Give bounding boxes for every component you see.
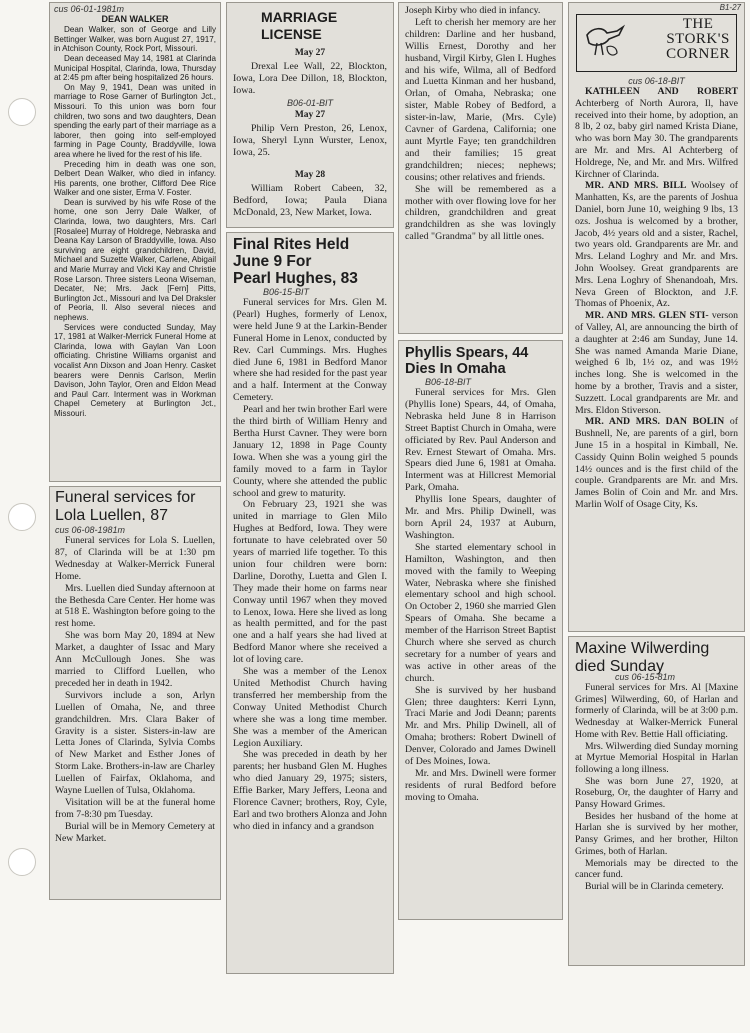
hughes-paragraph: Pearl and her twin brother Earl were the third birth of William Henry and Bertha Hurst Cavner. They were born January 12, 1898 in Page County Iowa. When she was a young girl the family moved to a farm in Taylor County, where she attended the public school and grew to maturity. (233, 404, 387, 499)
stork-entry-text: of Bushnell, Ne, are parents of a girl, born June 15 in a hospital in Kimball, Ne. Cassidy Quinn Bolin weighed 5 pounds 14½ ounces and is the first child of the couple. Grandparents are Mr. and Mrs. James Bolin of Coin and Mr. and Mrs. Marlin Wolf of Osage City, Ks. (575, 416, 738, 510)
binder-hole (8, 848, 36, 876)
marriage-heading: MARRIAGE LICENSE (261, 9, 338, 42)
luellen-paragraph: Mrs. Luellen died Sunday afternoon at the Bethesda Care Center. Her home was at 518 E. Washington before going to the rest home. (55, 582, 215, 630)
marriage-date: May 27 (294, 110, 326, 120)
wilwerding-heading-line-1: Maxine Wilwerding (575, 640, 710, 657)
storks-corner-title (666, 17, 730, 62)
handwritten-date-stamp: cus 06-08-1981m (55, 525, 126, 535)
hughes-heading-line-2: June 9 For (233, 253, 312, 270)
storks-corner-masthead (576, 14, 737, 72)
spears-paragraph: She is survived by her husband Glen; three daughters: Kerri Lynn, Traci Marie and Jodi Deann; parents Mr. and Mrs. Philip Dwinell, all of Omaha; brothers: Robert Dwinell of Denver, Colorado and James Dwinell of Des Moines, Iowa. (405, 684, 556, 768)
stork-entry (575, 86, 738, 180)
stork-entry-text: Achterberg of North Aurora, Il, have received into their home, by adoption, an 8 lb, 2 oz, baby girl named Krista Diane, who was born May 30. The grandparents are Mr. and Mrs. Al Achterberg of Holdrege, Ne, and Mr. and Mrs. Wilfred Kirchner of Clarinda. (575, 97, 738, 180)
hughes-paragraph: Funeral services for Mrs. Glen M. (Pearl) Hughes, formerly of Lenox, were held June 9 at the Larkin-Bender Funeral Home in Lenox, conducted by Rev. Carl Cummings. Mrs. Hughes died June 6, 1981 in Bedford Manor where she had resided for the past year and a half. Interment at the Conway Cemetery. (233, 297, 387, 404)
stork-title-line: STORK'S (666, 31, 730, 47)
stork-entry (575, 310, 738, 416)
walker-obituary-clipping (49, 2, 221, 482)
luellen-heading-line-2: Lola Luellen, 87 (55, 507, 168, 524)
hughes-heading-line-3: Pearl Hughes, 83 (233, 270, 358, 287)
hughes-continuation-clipping (398, 2, 563, 334)
walker-paragraph: Services were conducted Sunday, May 17, 1981 at Walker-Merrick Funeral Home at Clarinda, Iowa with Gaylan Van Loon officiating. Christine Williams organist and vocalist Ann Dixson and Joan Henry. Casket bearers were Dennis Carlson, Merlin Davison, John Taylor, Oren and Eldon Mead and Paul Carr. Interment was in Workman Chapel Cemetery at Burlington Jct., Missouri. (54, 322, 216, 418)
handwritten-date-stamp: B06-01-BIT (286, 98, 334, 108)
stork-title-line: CORNER (666, 46, 730, 62)
handwritten-date-stamp: cus 06-01-1981m (54, 4, 125, 14)
stork-entry-text: verson of Valley, Al, are announcing the birth of a daughter at 2:46 am Sunday, June 14. She was named Amanda Marie Diane, weighed 6 lb, 1½ oz, and was 19½ inches long. She is welcomed in the home by a brother, Travis and a sister, Suzzett. Local grandparents are Mr. and Mrs. Eldon Stiverson. (575, 310, 739, 416)
stork-entry (575, 180, 738, 310)
luellen-heading-line-1: Funeral services for (55, 489, 196, 506)
handwritten-date-stamp: cus 06-18-BIT (628, 76, 685, 86)
spears-paragraph: Mr. and Mrs. Dwinell were former residents of rural Bedford before moving to Omaha. (405, 768, 556, 803)
spears-obituary-clipping (398, 340, 563, 920)
handwritten-date-stamp: B06-18-BIT (425, 377, 472, 387)
wilwerding-heading-line-2: died Sunday (575, 658, 664, 675)
walker-paragraph: Preceding him in death was one son, Delbert Dean Walker, who died in infancy. His parents, one brother, Clifford Dee Rice Walker and one sister, Erma V. Foster. (54, 159, 216, 198)
wilwerding-paragraph: Burial will be in Clarinda cemetery. (585, 880, 724, 892)
stork-icon (583, 21, 627, 61)
walker-heading: DEAN WALKER (101, 13, 169, 24)
luellen-paragraph: Survivors include a son, Arlyn Luellen of Omaha, Ne, and three grandchildren. Mrs. Clara Baker of Gravity is a sister. Sisters-in-law are Letta Jones of Clarinda, Sylvia Combs of New Market and Esther Jones of Storm Lake. Brothers-in-law are Charley Luellen of Fairfax, Oklahoma, and Wayne Luellen of Tulsa, Oklahoma. (55, 689, 215, 797)
stork-entry-lead: MR. AND MRS. BILL (585, 180, 687, 192)
luellen-paragraph: Funeral services for Lola S. Luellen, 87, of Clarinda will be at 1:30 pm Wednesday at Walker-Merrick Funeral Home. (55, 535, 215, 582)
hughes-cont-paragraph: She will be remembered as a mother with over flowing love for her children, grandchildren and great grandchildren as she was lovingly called "Grandma" by all little ones. (405, 183, 556, 243)
luellen-obituary-clipping (49, 486, 221, 900)
luellen-paragraph: Burial will be in Memory Cemetery at New Market. (55, 820, 215, 844)
hughes-cont-paragraph: Joseph Kirby who died in infancy. (405, 5, 541, 16)
stork-entry-lead: KATHLEEN AND ROBERT (585, 86, 738, 97)
wilwerding-obituary-clipping (568, 636, 745, 966)
stork-entry-lead: MR. AND MRS. GLEN STI- (585, 310, 709, 322)
storks-corner-clipping (568, 2, 745, 632)
wilwerding-paragraph: She was born June 27, 1920, at Roseburg, Or, the daughter of Harry and Pansy Howard Grimes. (575, 775, 738, 811)
binder-hole (8, 503, 36, 531)
wilwerding-paragraph: Mrs. Wilwerding died Sunday morning at Myrtue Memorial Hospital in Harlan following a long illness. (575, 740, 738, 775)
hughes-cont-paragraph: Left to cherish her memory are her children: Darline and her husband, Willis Ernest, Dorothy and her husband, Virgil Kirby, Glen I. Hughes and his wife, Wilma, all of Bedford and Luetta Kinman and her husband, Orlan, of Omaha, Nebraska; one sister, Mable Robey of Bedford, a sister-in-law, Marie, (Mrs. Cyle) Cavner of Gardena, California; one aunt Myrtle Faye; ten grandchildren and their families; 15 great grandchildren; nieces; nephews; cousins; other relatives and friends. (405, 16, 556, 183)
hughes-heading-line-1: Final Rites Held (233, 236, 350, 253)
marriage-license-clipping (226, 2, 394, 228)
binder-hole (8, 98, 36, 126)
marriage-entry: Philip Vern Preston, 26, Lenox, Iowa, Sheryl Lynn Wurster, Lenox, Iowa, 25. (233, 123, 387, 158)
marriage-entry: Drexal Lee Wall, 22, Blockton, Iowa, Lora Dee Dillon, 18, Blockton, Iowa. (233, 61, 387, 96)
spears-paragraph: Phyllis Ione Spears, daughter of Mr. and Mrs. Philip Dwinell, was born April 24, 1937 at Auburn, Washington. (405, 494, 556, 541)
handwritten-page-mark: B1-27 (719, 3, 741, 12)
hughes-paragraph: On February 23, 1921 she was united in marriage to Glen Milo Hughes at Bedford, Iowa. They were fortunate to have celebrated over 50 years of married life together. To this union four children were born: Darline, Dorothy, Luetta and Glen I. They made their home on farms near Conway until 1967 when they moved to Lenox, Iowa. Here she lived as long as health permitted, and for the past one and a half years she had lived at Bedford Manor where she received a lot of loving care. (233, 499, 387, 666)
spears-paragraph: Funeral services for Mrs. Glen (Phyllis Ione) Spears, 44, of Omaha, Nebraska held June 8 in Harrison Street Baptist Church in Omaha, were officiated by Rev. Paul Anderson and Rev. Ernest Stewart of Omaha. Mrs. Spears died June 6, 1981 at Omaha. Interment was at Hillcrest Memorial Park, Omaha. (405, 387, 556, 494)
marriage-date: May 28 (294, 170, 326, 180)
luellen-paragraph: She was born May 20, 1894 at New Market, a daughter of Issac and Mary Ann McCullough Jones. She was married to Clifford Luellen, who preceded her in death in 1942. (55, 630, 215, 689)
walker-paragraph: Dean is survived by his wife Rose of the home, one son Jerry Dale Walker, of Clarinda, Iowa, two daughters, Mrs. Carl [Rosalee] Murray of Holdrege, Nebraska and Deana Kay Larson of Braddyville, Iowa. Also surviving are eight grandchildren, David, Michael and Suzette Walker, Carlene, Abigail and Marie Murray and Vicki Kay and Christie Rose Larson. Three sisters Leona Wiseman, Decater, Ne; Mrs. Jack [Fern] Pitts, Burlington Jct., Missouri and Iva Del Draksler of Peoria, Il. Also several nieces and nephews. (54, 197, 216, 322)
stork-entry-lead: MR. AND MRS. DAN BOLIN (585, 416, 725, 428)
walker-paragraph: Dean Walker, son of George and Lilly Bettinger Walker, was born August 27, 1917, in Atchison County, Rock Port, Missouri. (54, 25, 216, 54)
wilwerding-paragraph: Memorials may be directed to the cancer fund. (575, 857, 738, 881)
handwritten-date-stamp: B06-15-BIT (263, 287, 310, 297)
spears-heading-line-1: Phyllis Spears, 44 (405, 345, 529, 361)
hughes-paragraph: She was a member of the Lenox United Methodist Church having transferred her membership from the Conway United Methodist Church where she was a long time member. She was a member of the American Legion Auxiliary. (233, 666, 387, 749)
marriage-entry: William Robert Cabeen, 32, Bedford, Iowa; Paula Diana McDonald, 23, New Market, Iowa. (233, 183, 387, 218)
stork-entry (575, 416, 738, 510)
spears-paragraph: She started elementary school in Hamilton, Washington, and then moved with the family to Weeping Water, Nebraska where she finished elementary school and high school. On October 2, 1960 she married Glen Spears of Omaha. She became a member of the Harrison Street Baptist Church where she served as church secretary for a number of years and was active in other areas of the church. (405, 541, 556, 684)
spears-heading-line-2: Dies In Omaha (405, 361, 506, 377)
wilwerding-paragraph: Funeral services for Mrs. Al [Maxine Grimes] Wilwerding, 60, of Harlan and formerly of Clarinda, will be at 3:00 p.m. Wednesday at Walker-Merrick Funeral Home with Rev. Bettie Hall officiating. (575, 682, 738, 740)
stork-entry-text: Woolsey of Manhatten, Ks, are the parents of Joshua Daniel, born June 10, weighing 9 lbs, 13 ozs. Joshua is welcomed by a brother, Jacob, 4½ years old and a sister, Rachel, two years old. Grandparents are Mr. and Mrs. Leland Loghry and Mr. and Mrs. John Woolsey. Great grandparents are Mrs. Lena Loghry of Shenandoah, Mrs. Neva Green of Blockton, and J.F. Thomas of Phoenix, Az. (575, 180, 738, 310)
wilwerding-paragraph: Besides her husband of the home at Harlan she is survived by her mother, Pansy Grimes, and her brother, Hilton Grimes, both of Harlan. (575, 810, 738, 857)
hughes-obituary-clipping (226, 232, 394, 974)
stork-title-line: THE (682, 16, 714, 32)
luellen-paragraph: Visitation will be at the funeral home from 7-8:30 pm Tuesday. (55, 796, 215, 820)
hughes-paragraph: She was preceded in death by her parents; her husband Glen M. Hughes who died January 29, 1975; sisters, Effie Barker, Mary Jeffers, Leona and Florence Cavner; brothers, Roy, Cyle, Earl and two brothers Alonza and John who died in infancy and a grandson (233, 749, 387, 832)
marriage-date: May 27 (294, 48, 326, 58)
handwritten-date-stamp: cus 06-15-81m (615, 672, 676, 682)
walker-paragraph: Dean deceased May 14, 1981 at Clarinda Municipal Hospital, Clarinda, Iowa, Thursday at 2:45 pm after being hospitalized 26 hours. (54, 53, 216, 83)
walker-paragraph: On May 9, 1941, Dean was united in marriage to Rose Garner of Burlington Jct., Missouri. To this union was born four children, two sons and two daughters, Dean spending the early part of their marriage as a laborer, then going into self-employed farming in Page County, Braddyville, Iowa area where he lived for the rest of his life. (54, 82, 216, 159)
